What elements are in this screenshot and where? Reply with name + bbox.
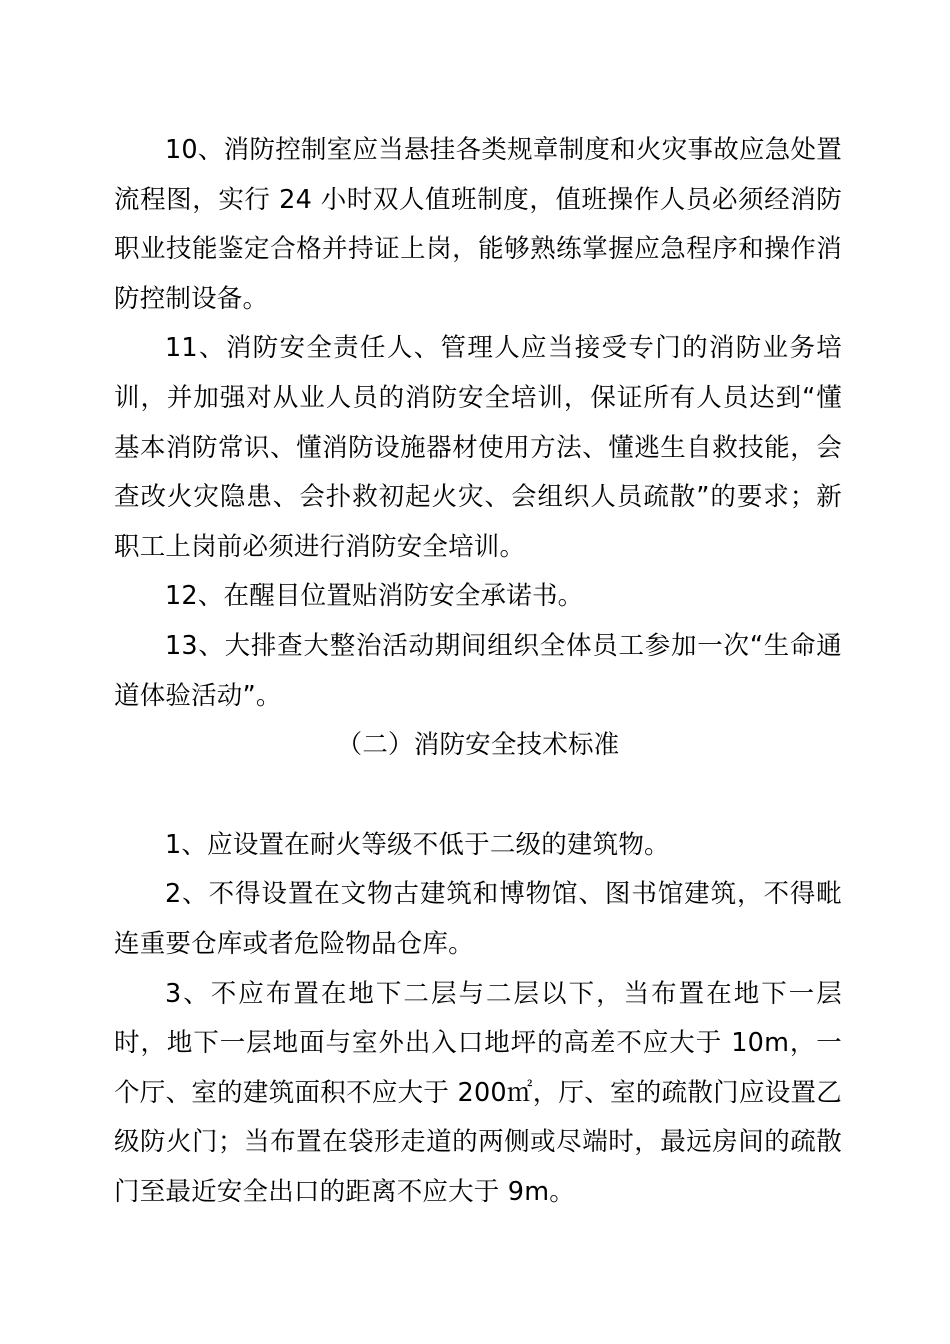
paragraph-item-2: 2、不得设置在文物古建筑和博物馆、图书馆建筑，不得毗连重要仓库或者危险物品仓库。 [114, 879, 842, 959]
paragraph-item-1: 1、应设置在耐火等级不低于二级的建筑物。 [165, 829, 670, 860]
document-page [114, 126, 842, 1217]
paragraph-item-11: 11、消防安全责任人、管理人应当接受专门的消防业务培训，并加强对从业人员的消防安全培训，保证所有人员达到“懂基本消防常识、懂消防设施器材使用方法、懂逃生自救技能，会查改火灾隐患、会扑救初起火灾、会组织人员疏散”的要求；新职工上岗前必须进行消防安全培训。 [114, 333, 842, 562]
paragraph-item-10: 10、消防控制室应当悬挂各类规章制度和火灾事故应急处置流程图，实行 24 小时双人值班制度，值班操作人员必须经消防职业技能鉴定合格并持证上岗，能够熟练掌握应急程序和操作消防控制设备。 [114, 135, 842, 314]
paragraph-item-13: 13、大排查大整治活动期间组织全体员工参加一次“生命通道体验活动”。 [114, 630, 842, 711]
section-spacer [114, 771, 842, 821]
paragraph-item-12: 12、在醒目位置贴消防安全承诺书。 [165, 581, 584, 612]
section-heading: （二）消防安全技术标准 [336, 730, 620, 761]
paragraph-item-3: 3、不应布置在地下二层与二层以下，当布置在地下一层时，地下一层地面与室外出入口地坪的高差不应大于 10m，一个厅、室的建筑面积不应大于 200㎡，厅、室的疏散门应设置乙级防火门；当布置在袋形走道的两侧或尽端时，最远房间的疏散门至最近安全出口的距离不应大于 9m。 [114, 978, 842, 1207]
